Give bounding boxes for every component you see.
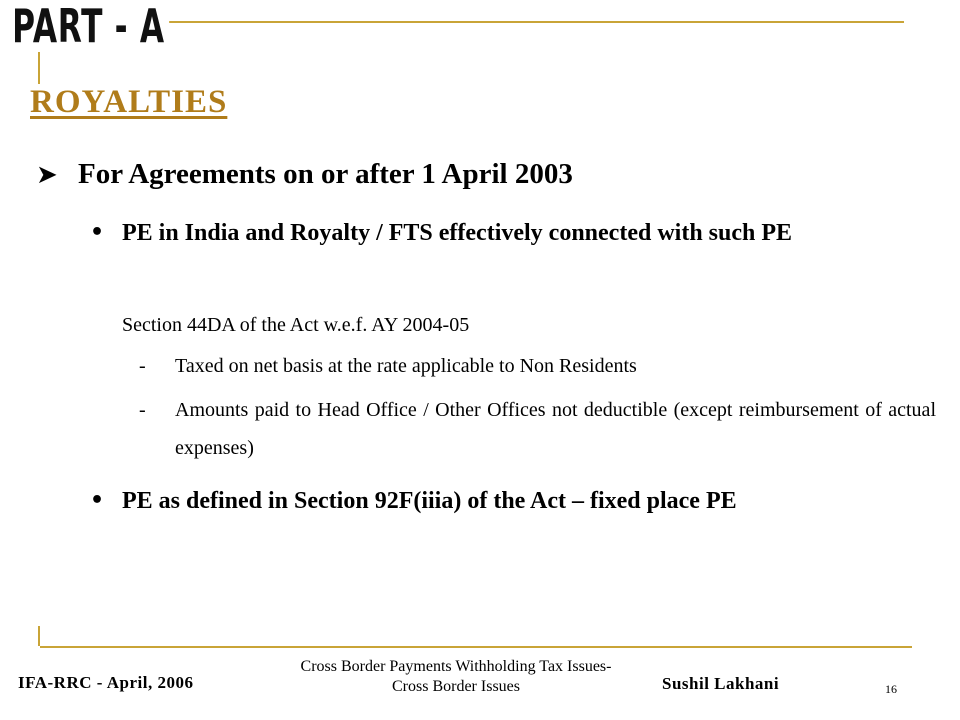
footer-topic-line2: Cross Border Issues [392, 678, 520, 695]
sub-point-text: Taxed on net basis at the rate applicable to Non Residents [175, 355, 637, 377]
part-title: PART - A [8, 0, 169, 52]
footer-topic [266, 657, 646, 697]
footer-author: Sushil Lakhani [662, 674, 780, 693]
section-reference: Section 44DA of the Act w.e.f. AY 2004-05 [122, 314, 470, 336]
dash-icon: - [139, 399, 146, 421]
bullet-item [90, 478, 936, 524]
section-title: ROYALTIES [30, 84, 228, 120]
bullet-icon: • [90, 220, 105, 245]
bullet-item-text: PE in India and Royalty / FTS effectively connected with such PE [122, 220, 793, 246]
bullet-item [90, 210, 936, 256]
main-heading [36, 158, 573, 191]
page-number: 16 [885, 682, 897, 696]
sub-point [139, 391, 936, 467]
bullet-icon: • [90, 488, 105, 513]
sub-point-text: Amounts paid to Head Office / Other Offices not deductible (except reimbursement of actual expenses) [175, 399, 936, 459]
bullet-item-text: PE as defined in Section 92F(iiia) of the Act – fixed place PE [122, 488, 737, 514]
footer-rule [40, 646, 912, 648]
footer-left-rule [38, 626, 40, 646]
footer-event: IFA-RRC - April, 2006 [18, 673, 194, 692]
footer-topic-line1: Cross Border Payments Withholding Tax Issues- [300, 658, 612, 675]
top-rule [40, 21, 904, 23]
dash-icon: - [139, 355, 146, 377]
heading-text: For Agreements on or after 1 April 2003 [78, 158, 573, 190]
sub-point [139, 347, 936, 385]
arrow-bullet-icon: ➤ [36, 159, 58, 190]
